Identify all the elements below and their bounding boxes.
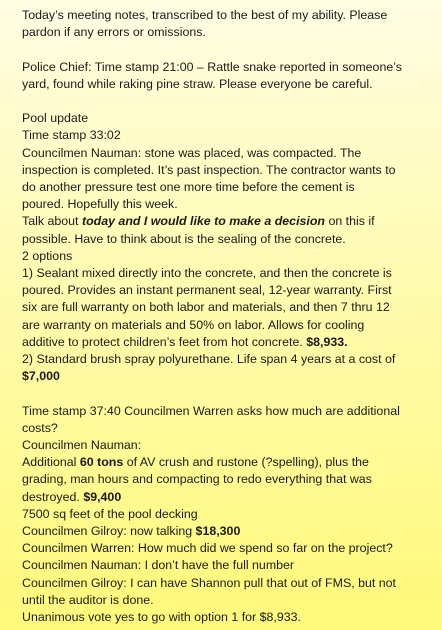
option1-line: poured. Provides an instant permanent seal, 12-year warranty. First xyxy=(22,283,392,298)
paragraph-gap xyxy=(22,41,432,58)
destroyed-text: destroyed. xyxy=(22,489,84,504)
additional-tons: 60 tons xyxy=(79,455,124,470)
paragraph-gap xyxy=(22,93,432,110)
option1-text: additive to protect children’s feet from hot concrete. xyxy=(22,334,307,349)
option1-line: six are full warranty on both labor and materials, and then 7 thru 12 xyxy=(22,300,390,315)
intro-line: pardon if any errors or omissions. xyxy=(22,25,206,40)
additional-text: Additional xyxy=(22,455,80,470)
option1-line xyxy=(22,334,432,351)
additional-text: of AV crush and rustone (?spelling), plus the xyxy=(123,455,369,470)
nauman-line: do another pressure test one more time before the cement is xyxy=(22,180,355,194)
gilroy-line: until the auditor is done. xyxy=(22,592,154,607)
grading-line: grading, man hours and compacting to redo everything that was xyxy=(22,472,372,487)
option2-line: 2) Standard brush spray polyurethane. Life span 4 years at a cost of xyxy=(22,352,396,367)
intro-line: Today’s meeting notes, transcribed to the best of my ability. Please xyxy=(22,8,388,22)
nauman-line: poured. Hopefully this week. xyxy=(22,197,178,212)
talk-emphasis: today and I would like to make a decision xyxy=(81,214,325,229)
nauman-line: Councilmen Nauman: stone was placed, was compacted. The xyxy=(22,145,362,160)
option1-line: are warranty on materials and 50% on labor. Allows for cooling xyxy=(22,317,365,332)
destroyed-line xyxy=(22,489,432,506)
warren-question: Time stamp 37:40 Councilmen Warren asks how much are additional xyxy=(22,403,400,418)
pool-timestamp: Time stamp 33:02 xyxy=(22,128,121,143)
option2-cost: $7,000 xyxy=(22,369,60,384)
warren-question: costs? xyxy=(22,420,58,435)
nauman-line: Councilmen Nauman: I don’t have the full number xyxy=(22,558,295,573)
vote-line: Unanimous vote yes to go with option 1 for $8,933. xyxy=(22,610,301,625)
gilroy-line: Councilmen Gilroy: I can have Shannon pull that out of FMS, but not xyxy=(22,575,396,590)
talk-line xyxy=(22,213,432,230)
option1-line: 1) Sealant mixed directly into the concrete, and then the concrete is xyxy=(22,266,392,281)
paragraph-gap xyxy=(22,385,432,402)
additional-line xyxy=(22,454,432,471)
meeting-notes xyxy=(22,7,432,626)
options-label: 2 options xyxy=(22,248,73,263)
gilroy-text: Councilmen Gilroy: now talking xyxy=(22,524,196,539)
destroyed-cost: $9,400 xyxy=(83,489,122,504)
police-line: Police Chief: Time stamp 21:00 – Rattle snake reported in someone’s xyxy=(22,59,402,74)
gilroy-cost: $18,300 xyxy=(195,524,241,539)
gilroy-line xyxy=(22,523,432,540)
option1-cost: $8,933. xyxy=(306,334,348,349)
decking-line: 7500 sq feet of the pool decking xyxy=(22,506,198,521)
nauman-label: Councilmen Nauman: xyxy=(22,438,142,453)
police-line: yard, found while raking pine straw. Please everyone be careful. xyxy=(22,76,373,91)
talk-text: Talk about xyxy=(22,214,82,229)
warren-line: Councilmen Warren: How much did we spend so far on the project? xyxy=(22,541,393,556)
talk-line: possible. Have to think about is the sealing of the concrete. xyxy=(22,231,346,246)
nauman-line: inspection is completed. It’s past inspection. The contractor wants to xyxy=(22,162,396,177)
pool-heading: Pool update xyxy=(22,111,89,126)
talk-text: on this if xyxy=(325,214,375,229)
